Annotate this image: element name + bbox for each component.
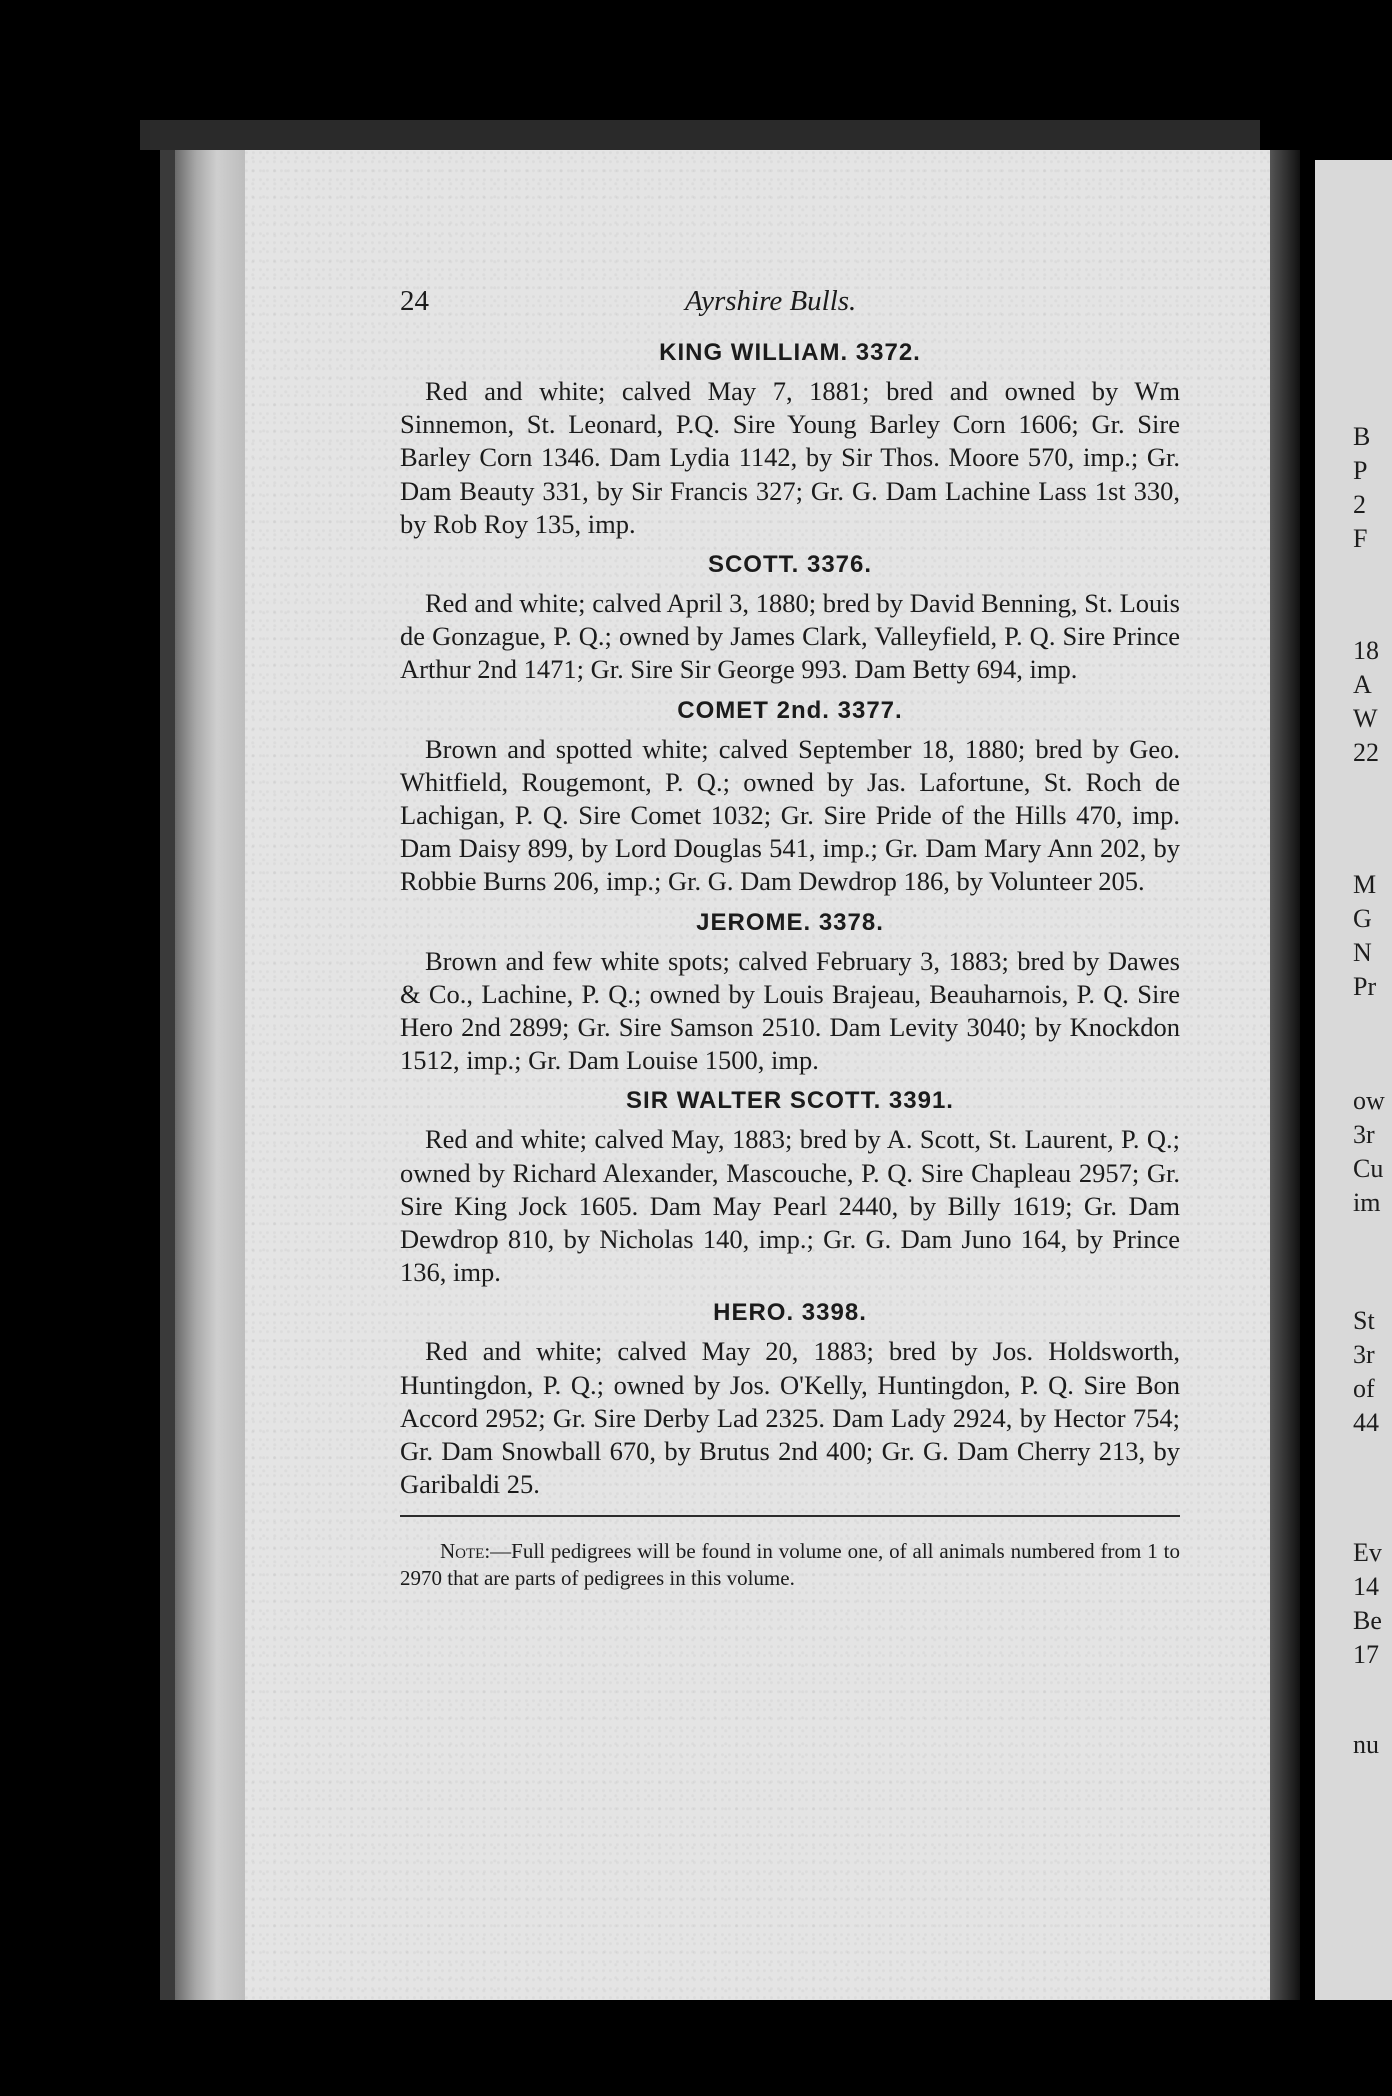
facing-fragment: 44 [1353,1408,1379,1437]
entry-comet-2nd [400,697,1180,899]
facing-fragment: 14 [1353,1572,1379,1601]
page-content [400,285,1180,1613]
facing-page-strip [1315,160,1392,2000]
facing-fragment: G [1353,904,1372,933]
facing-fragment: im [1353,1188,1381,1217]
facing-fragment: 3r [1353,1340,1375,1369]
facing-fragment: St [1353,1306,1375,1335]
entry-scott [400,551,1180,687]
facing-fragment: W [1353,704,1378,733]
running-title: Ayrshire Bulls. [685,285,857,317]
facing-fragment: 18 [1353,636,1379,665]
facing-fragment: 22 [1353,738,1379,767]
entry-text: Red and white; calved May 20, 1883; bred by Jos. Holdsworth, Huntingdon, P. Q.; owned by Jos. O'Kelly, Huntingdon, P. Q. Sire Bon Accord 2952; Gr. Sire Derby Lad 2325. Dam Lady 2924, by Hector 754; Gr. Dam Snowball 670, by Brutus 2nd 400; Gr. G. Dam Cherry 213, by Garibaldi 25. [400,1336,1180,1500]
entry-hero [400,1299,1180,1501]
facing-fragment: 3r [1353,1120,1375,1149]
entry-text: Red and white; calved May, 1883; bred by A. Scott, St. Laurent, P. Q.; owned by Richard Alexander, Mascouche, P. Q. Sire Chapleau 2957; Gr. Sire King Jock 1605. Dam May Pearl 2440, by Billy 1619; Gr. Dam Dewdrop 810, by Nicholas 140, imp.; Gr. G. Dam Juno 164, by Prince 136, imp. [400,1124,1180,1288]
entry-sir-walter-scott [400,1087,1180,1289]
facing-fragment: Ev [1353,1538,1382,1567]
entry-text: Red and white; calved May 7, 1881; bred and owned by Wm Sinnemon, St. Leonard, P.Q. Sire Young Barley Corn 1606; Gr. Sire Barley Corn 1346. Dam Lydia 1142, by Sir Thos. Moore 570, imp.; Gr. Dam Beauty 331, by Sir Francis 327; Gr. G. Dam Lachine Lass 1st 330, by Rob Roy 135, imp. [400,376,1180,539]
entry-text: Brown and few white spots; calved February 3, 1883; bred by Dawes & Co., Lachine, P. Q.; owned by Louis Brajeau, Beauharnois, P. Q. Sire Hero 2nd 2899; Gr. Sire Samson 2510. Dam Levity 3040; by Knockdon 1512, imp.; Gr. Dam Louise 1500, imp. [400,945,1180,1076]
facing-fragment: M [1353,870,1377,899]
facing-fragment: 2 [1353,490,1366,519]
running-head [400,285,1180,329]
facing-fragment: 17 [1353,1640,1379,1669]
facing-fragment: nu [1353,1730,1379,1759]
facing-fragment: Cu [1353,1154,1384,1183]
entry-heading: COMET 2nd. 3377. [677,696,903,724]
page-number: 24 [400,285,429,317]
facing-fragment: A [1353,670,1372,699]
scan-top-edge [140,120,1260,150]
book-binding-shadow [160,150,176,2000]
facing-fragment: ow [1353,1086,1385,1115]
entry-heading: SIR WALTER SCOTT. 3391. [626,1087,954,1115]
facing-fragment: N [1353,938,1372,967]
entry-heading: HERO. 3398. [713,1299,867,1327]
entry-text: Brown and spotted white; calved September 18, 1880; bred by Geo. Whitfield, Rougemont, P. Q.; owned by Jas. Lafortune, St. Roch de Lachigan, P. Q. Sire Comet 1032; Gr. Sire Pride of the Hills 470, imp. Dam Daisy 899, by Lord Douglas 541, imp.; Gr. Dam Mary Ann 202, by Robbie Burns 206, imp.; Gr. G. Dam Dewdrop 186, by Volunteer 205. [400,733,1180,897]
entry-king-william [400,339,1180,541]
facing-fragment: Pr [1353,972,1377,1001]
entry-heading: KING WILLIAM. 3372. [659,339,921,366]
footnote [400,1538,1180,1592]
footnote-label: Note: [440,1539,491,1564]
facing-fragment: F [1353,524,1368,553]
facing-fragment: Be [1353,1606,1382,1635]
footnote-divider [400,1515,1180,1517]
facing-fragment: P [1353,456,1368,485]
entry-text: Red and white; calved April 3, 1880; bred by David Benning, St. Louis de Gonzague, P. Q.; owned by James Clark, Valleyfield, P. Q. Sire Prince Arthur 2nd 1471; Gr. Sire Sir George 993. Dam Betty 694, imp. [400,588,1180,685]
facing-fragment: of [1353,1374,1375,1403]
entry-heading: SCOTT. 3376. [707,551,873,579]
page-stack-edge [175,150,245,2000]
gutter-shadow [1270,150,1300,2000]
entry-jerome [400,909,1180,1078]
facing-fragment: B [1353,422,1371,451]
footnote-text: —Full pedigrees will be found in volume one, of all animals numbered from 1 to 2970 that are parts of pedigrees in this volume. [400,1539,1180,1591]
entry-heading: JEROME. 3378. [696,908,884,936]
